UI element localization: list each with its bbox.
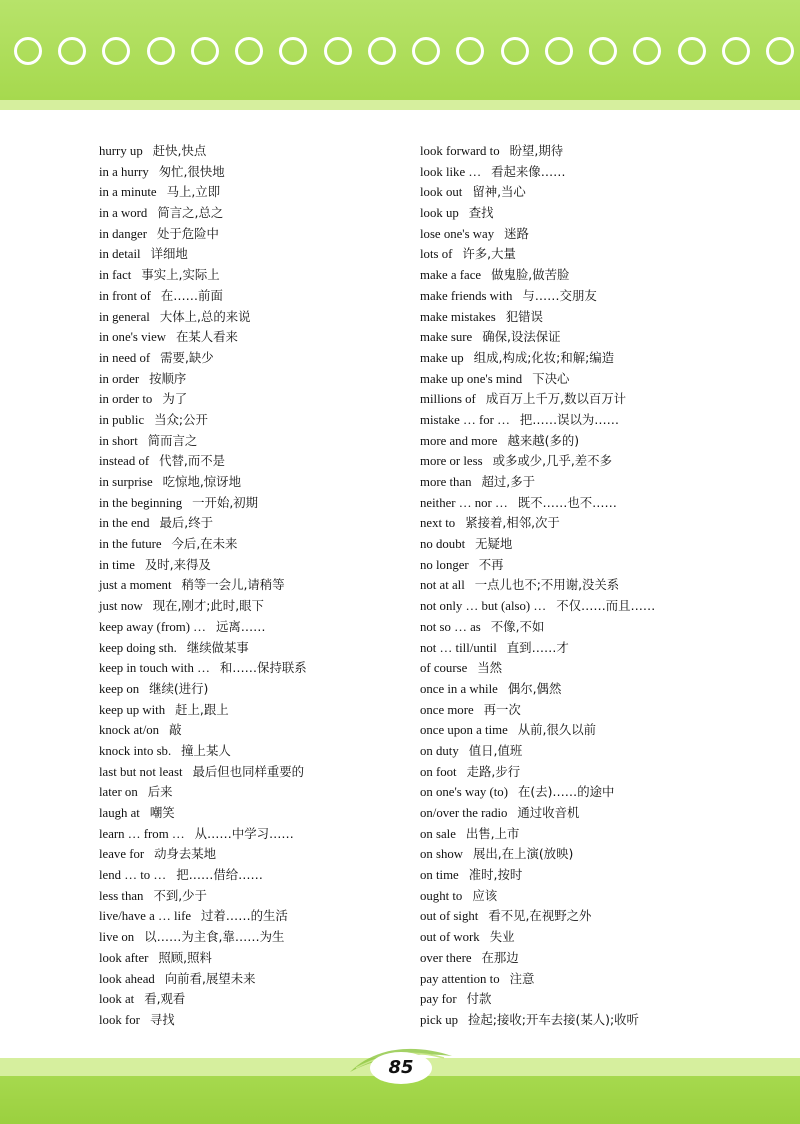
- phrase-english: live on: [99, 930, 135, 945]
- ring-icon: [147, 37, 175, 65]
- phrase-entry: [99, 141, 399, 162]
- phrase-entry: [99, 989, 399, 1010]
- phrase-english: in one's view: [99, 330, 166, 345]
- phrase-english: not at all: [420, 578, 465, 593]
- phrase-chinese: 做鬼脸,做苦脸: [491, 267, 570, 283]
- phrase-chinese: 当众;公开: [154, 411, 208, 427]
- phrase-entry: [420, 844, 770, 865]
- phrase-chinese: 事实上,实际上: [141, 267, 220, 283]
- phrase-entry: [420, 534, 770, 555]
- phrase-entry: [420, 307, 770, 328]
- phrase-chinese: 偶尔,偶然: [507, 680, 562, 696]
- phrase-chinese: 犯错误: [505, 308, 543, 324]
- phrase-chinese: 需要,缺少: [160, 349, 214, 365]
- phrase-entry: [420, 162, 770, 183]
- phrase-english: keep away (from) …: [99, 619, 206, 634]
- phrase-entry: [420, 410, 770, 431]
- phrase-entry: [99, 451, 399, 472]
- phrase-entry: [420, 286, 770, 307]
- ring-icon: [412, 37, 440, 65]
- phrase-entry: [99, 865, 399, 886]
- phrase-chinese: 远离……: [215, 618, 266, 634]
- phrase-chinese: 马上,立即: [166, 184, 221, 200]
- phrase-english: make mistakes: [420, 309, 496, 324]
- phrase-entry: [99, 700, 399, 721]
- phrase-entry: [99, 410, 399, 431]
- phrase-entry: [420, 265, 770, 286]
- phrase-entry: [420, 741, 770, 762]
- phrase-english: in general: [99, 309, 150, 324]
- phrase-english: in front of: [99, 288, 151, 303]
- phrase-entry: [99, 369, 399, 390]
- phrase-entry: [420, 348, 770, 369]
- phrase-english: no longer: [420, 557, 469, 572]
- phrase-entry: [99, 286, 399, 307]
- phrase-english: in fact: [99, 268, 132, 283]
- phrase-entry: [420, 575, 770, 596]
- phrase-english: knock into sb.: [99, 743, 172, 758]
- phrase-chinese: 代替,而不是: [159, 453, 226, 469]
- ring-icon: [14, 37, 42, 65]
- phrase-entry: [99, 555, 399, 576]
- ring-icon: [235, 37, 263, 65]
- phrase-english: in time: [99, 557, 135, 572]
- phrase-entry: [99, 513, 399, 534]
- phrase-entry: [420, 969, 770, 990]
- phrase-english: not so … as: [420, 619, 481, 634]
- phrase-english: on/over the radio: [420, 806, 508, 820]
- phrase-entry: [420, 927, 770, 948]
- phrase-entry: [420, 513, 770, 534]
- phrase-entry: [99, 886, 399, 907]
- phrase-chinese: 今后,在未来: [171, 536, 238, 552]
- phrase-entry: [99, 803, 399, 824]
- phrase-entry: [420, 555, 770, 576]
- phrase-entry: [420, 493, 770, 514]
- phrase-chinese: 在那边: [481, 949, 519, 965]
- phrase-english: just now: [99, 599, 143, 614]
- phrase-english: lend … to …: [99, 868, 167, 883]
- phrase-english: in the future: [99, 537, 162, 552]
- phrase-entry: [99, 1010, 399, 1031]
- phrase-chinese: 为了: [162, 391, 188, 407]
- phrase-english: more than: [420, 475, 472, 489]
- phrase-chinese: 值日,值班: [468, 742, 523, 758]
- phrase-english: in a minute: [99, 185, 157, 200]
- phrase-english: mistake … for …: [420, 412, 510, 427]
- phrase-english: in surprise: [99, 475, 153, 489]
- phrase-english: keep up with: [99, 702, 166, 717]
- phrase-english: not … till/until: [420, 640, 497, 655]
- phrase-chinese: 许多,大量: [462, 246, 516, 262]
- phrase-english: in a word: [99, 206, 148, 221]
- phrase-entry: [420, 1010, 770, 1031]
- phrase-chinese: 出售,上市: [465, 825, 520, 841]
- phrase-english: on duty: [420, 743, 459, 758]
- phrase-english: in danger: [99, 226, 147, 241]
- phrase-english: no doubt: [420, 537, 466, 552]
- decorative-rings: [14, 37, 794, 73]
- phrase-entry: [99, 534, 399, 555]
- phrase-english: in the beginning: [99, 495, 183, 510]
- phrase-chinese: 当然: [477, 660, 503, 676]
- phrase-english: in detail: [99, 247, 141, 262]
- phrase-entry: [99, 244, 399, 265]
- phrase-entry: [99, 927, 399, 948]
- phrase-entry: [99, 679, 399, 700]
- ring-icon: [456, 37, 484, 65]
- phrase-entry: [420, 762, 770, 783]
- phrase-chinese: 确保,设法保证: [482, 329, 561, 345]
- phrase-english: more and more: [420, 433, 498, 448]
- phrase-english: not only … but (also) …: [420, 599, 547, 614]
- phrase-english: knock at/on: [99, 723, 160, 738]
- phrase-english: look for: [99, 1012, 140, 1027]
- phrase-entry: [420, 451, 770, 472]
- phrase-chinese: 一点儿也不;不用谢,没关系: [474, 577, 620, 593]
- phrase-chinese: 不仅……而且……: [556, 598, 656, 614]
- phrase-english: on time: [420, 868, 459, 883]
- phrase-chinese: 详细地: [150, 246, 188, 262]
- phrase-chinese: 准时,按时: [468, 867, 523, 883]
- ring-icon: [324, 37, 352, 65]
- phrase-english: laugh at: [99, 806, 140, 820]
- phrase-entry: [99, 658, 399, 679]
- phrase-chinese: 在(去)……的途中: [517, 784, 615, 800]
- phrase-english: make up: [420, 350, 464, 365]
- phrase-chinese: 把……借给……: [176, 867, 263, 883]
- phrase-entry: [99, 307, 399, 328]
- phrase-chinese: 动身去某地: [154, 846, 217, 862]
- ring-icon: [545, 37, 573, 65]
- page-number: 85: [370, 1052, 432, 1084]
- ring-icon: [58, 37, 86, 65]
- phrase-entry: [420, 182, 770, 203]
- phrase-entry: [420, 824, 770, 845]
- phrase-chinese: 既不……也不……: [517, 494, 617, 510]
- phrase-english: on one's way (to): [420, 785, 508, 800]
- phrase-entry: [99, 265, 399, 286]
- phrase-chinese: 最后,终于: [159, 515, 213, 531]
- phrase-english: over there: [420, 950, 472, 965]
- phrase-chinese: 处于危险中: [156, 225, 219, 241]
- phrase-english: of course: [420, 661, 468, 676]
- ring-icon: [678, 37, 706, 65]
- phrase-entry: [99, 720, 399, 741]
- phrase-chinese: 迷路: [504, 225, 529, 241]
- phrase-chinese: 看起来像……: [491, 163, 566, 179]
- phrase-entry: [420, 865, 770, 886]
- phrase-chinese: 与……交朋友: [522, 287, 597, 303]
- phrase-entry: [99, 389, 399, 410]
- phrase-english: keep in touch with …: [99, 661, 210, 676]
- phrase-english: once more: [420, 702, 474, 717]
- phrase-chinese: 一开始,初期: [192, 494, 259, 510]
- phrase-entry: [420, 596, 770, 617]
- phrase-english: in order to: [99, 392, 153, 407]
- phrase-entry: [99, 948, 399, 969]
- ring-icon: [279, 37, 307, 65]
- phrase-entry: [420, 782, 770, 803]
- phrase-english: out of sight: [420, 909, 479, 924]
- phrase-entry: [420, 369, 770, 390]
- phrase-chinese: 再一次: [483, 701, 521, 717]
- phrase-chinese: 继续做某事: [186, 639, 249, 655]
- phrase-english: keep doing sth.: [99, 640, 177, 655]
- phrase-english: look out: [420, 185, 463, 200]
- phrase-entry: [420, 948, 770, 969]
- phrase-entry: [420, 638, 770, 659]
- phrase-entry: [420, 141, 770, 162]
- phrase-chinese: 过着……的生活: [201, 908, 288, 924]
- phrase-chinese: 成百万上千万,数以百万计: [485, 391, 627, 407]
- phrase-chinese: 嘲笑: [149, 805, 175, 820]
- phrase-english: in need of: [99, 350, 151, 365]
- phrase-chinese: 吃惊地,惊讶地: [162, 474, 241, 489]
- phrase-english: look after: [99, 950, 149, 965]
- phrase-entry: [99, 472, 399, 493]
- phrase-chinese: 赶上,跟上: [175, 701, 229, 717]
- phrase-chinese: 不到,少于: [153, 887, 207, 903]
- phrase-chinese: 匆忙,很快地: [158, 163, 225, 179]
- phrase-english: once upon a time: [420, 723, 508, 738]
- phrase-english: make a face: [420, 268, 482, 283]
- phrase-chinese: 以……为主食,靠……为生: [144, 929, 285, 945]
- phrase-chinese: 稍等一会儿,请稍等: [181, 577, 285, 593]
- phrase-english: ought to: [420, 888, 463, 903]
- phrase-entry: [99, 493, 399, 514]
- phrase-chinese: 从前,很久以前: [517, 722, 597, 738]
- phrase-entry: [99, 906, 399, 927]
- phrase-english: pick up: [420, 1012, 459, 1027]
- phrase-entry: [99, 638, 399, 659]
- phrase-chinese: 留神,当心: [472, 184, 526, 200]
- phrase-chinese: 无疑地: [475, 536, 513, 552]
- phrase-chinese: 注意: [509, 970, 535, 986]
- phrase-chinese: 不再: [478, 556, 504, 572]
- phrase-chinese: 向前看,展望未来: [164, 970, 256, 986]
- phrase-english: look forward to: [420, 144, 500, 158]
- phrase-entry: [99, 203, 399, 224]
- header-band: [0, 0, 800, 100]
- phrase-chinese: 看,观看: [144, 991, 186, 1007]
- phrase-chinese: 赶快,快点: [152, 143, 207, 158]
- phrase-chinese: 按顺序: [149, 370, 187, 386]
- phrase-chinese: 继续(进行): [149, 680, 209, 696]
- ring-icon: [368, 37, 396, 65]
- header-strip: [0, 100, 800, 110]
- phrase-chinese: 应该: [472, 887, 498, 903]
- phrase-chinese: 在某人看来: [176, 329, 238, 345]
- phrase-chinese: 简而言之: [147, 432, 198, 448]
- phrase-english: less than: [99, 888, 144, 903]
- phrase-entry: [99, 224, 399, 245]
- phrase-chinese: 撞上某人: [181, 742, 231, 758]
- phrase-entry: [99, 431, 399, 452]
- phrase-english: make friends with: [420, 288, 513, 303]
- phrase-entry: [420, 803, 770, 824]
- phrase-english: learn … from …: [99, 826, 185, 841]
- phrase-english: in a hurry: [99, 164, 149, 179]
- phrase-chinese: 照顾,照料: [158, 949, 212, 965]
- ring-icon: [633, 37, 661, 65]
- phrase-english: keep on: [99, 681, 140, 696]
- phrase-english: in order: [99, 371, 140, 386]
- phrase-chinese: 超过,多于: [481, 474, 536, 489]
- phrase-english: look like …: [420, 164, 482, 179]
- phrase-entry: [420, 327, 770, 348]
- phrase-chinese: 简言之,总之: [157, 205, 224, 221]
- phrase-english: once in a while: [420, 681, 498, 696]
- phrase-entry: [420, 679, 770, 700]
- phrase-english: more or less: [420, 454, 483, 469]
- phrase-english: look up: [420, 206, 459, 221]
- phrase-chinese: 或多或少,几乎,差不多: [492, 453, 612, 469]
- phrase-entry: [420, 244, 770, 265]
- phrase-english: in the end: [99, 516, 150, 531]
- phrase-entry: [420, 389, 770, 410]
- phrase-chinese: 寻找: [149, 1011, 175, 1027]
- phrase-entry: [420, 700, 770, 721]
- phrase-english: out of work: [420, 930, 480, 945]
- phrase-chinese: 不像,不如: [490, 618, 545, 634]
- phrase-english: look at: [99, 992, 135, 1007]
- phrase-english: in short: [99, 433, 138, 448]
- phrase-entry: [99, 969, 399, 990]
- phrase-list-right: [420, 141, 770, 1031]
- phrase-english: in public: [99, 412, 145, 427]
- phrase-list-left: [99, 141, 399, 1031]
- phrase-chinese: 和……保持联系: [219, 660, 307, 676]
- phrase-entry: [99, 348, 399, 369]
- phrase-chinese: 通过收音机: [517, 805, 580, 820]
- phrase-english: instead of: [99, 454, 150, 469]
- phrase-chinese: 越来越(多的): [507, 432, 580, 448]
- phrase-entry: [420, 720, 770, 741]
- phrase-chinese: 付款: [466, 991, 492, 1007]
- phrase-english: millions of: [420, 392, 476, 407]
- phrase-entry: [99, 762, 399, 783]
- phrase-chinese: 把……误以为……: [519, 411, 620, 427]
- phrase-chinese: 从……中学习……: [194, 825, 294, 841]
- phrase-entry: [99, 162, 399, 183]
- phrase-chinese: 在……前面: [160, 287, 223, 303]
- phrase-english: pay for: [420, 992, 457, 1007]
- phrase-english: pay attention to: [420, 971, 500, 986]
- phrase-english: just a moment: [99, 578, 172, 593]
- phrase-entry: [420, 886, 770, 907]
- phrase-chinese: 看不见,在视野之外: [488, 908, 592, 924]
- phrase-english: last but not least: [99, 764, 183, 779]
- phrase-chinese: 失业: [489, 929, 515, 945]
- phrase-english: live/have a … life: [99, 909, 192, 924]
- phrase-english: make up one's mind: [420, 371, 523, 386]
- phrase-entry: [99, 182, 399, 203]
- phrase-entry: [99, 617, 399, 638]
- phrase-entry: [99, 575, 399, 596]
- phrase-chinese: 后来: [147, 784, 173, 800]
- phrase-entry: [99, 782, 399, 803]
- phrase-entry: [420, 431, 770, 452]
- phrase-chinese: 下决心: [532, 370, 570, 386]
- phrase-english: make sure: [420, 330, 473, 345]
- phrase-english: later on: [99, 785, 138, 800]
- phrase-entry: [99, 596, 399, 617]
- phrase-english: lose one's way: [420, 226, 495, 241]
- phrase-english: look ahead: [99, 971, 155, 986]
- phrase-english: on show: [420, 847, 464, 862]
- phrase-english: next to: [420, 516, 456, 531]
- phrase-entry: [420, 989, 770, 1010]
- phrase-entry: [420, 224, 770, 245]
- phrase-chinese: 最后但也同样重要的: [192, 763, 305, 779]
- phrase-entry: [99, 824, 399, 845]
- ring-icon: [102, 37, 130, 65]
- phrase-english: hurry up: [99, 144, 143, 158]
- phrase-entry: [420, 617, 770, 638]
- phrase-chinese: 现在,刚才;此时,眼下: [152, 598, 264, 614]
- phrase-english: on foot: [420, 764, 457, 779]
- phrase-entry: [99, 741, 399, 762]
- phrase-chinese: 查找: [468, 205, 494, 221]
- ring-icon: [501, 37, 529, 65]
- phrase-english: lots of: [420, 247, 453, 262]
- ring-icon: [191, 37, 219, 65]
- phrase-chinese: 盼望,期待: [509, 143, 564, 158]
- ring-icon: [722, 37, 750, 65]
- phrase-entry: [99, 327, 399, 348]
- phrase-chinese: 大体上,总的来说: [159, 308, 251, 324]
- phrase-english: neither … nor …: [420, 495, 508, 510]
- phrase-english: on sale: [420, 826, 456, 841]
- phrase-entry: [420, 658, 770, 679]
- phrase-entry: [99, 844, 399, 865]
- phrase-chinese: 捡起;接收;开车去接(某人);收听: [468, 1011, 639, 1027]
- phrase-chinese: 敲: [169, 722, 182, 738]
- phrase-chinese: 及时,来得及: [144, 556, 211, 572]
- phrase-chinese: 紧接着,相邻,次于: [465, 515, 560, 531]
- ring-icon: [589, 37, 617, 65]
- phrase-english: leave for: [99, 847, 145, 862]
- ring-icon: [766, 37, 794, 65]
- phrase-chinese: 直到……才: [506, 639, 569, 655]
- phrase-entry: [420, 472, 770, 493]
- phrase-entry: [420, 203, 770, 224]
- phrase-entry: [420, 906, 770, 927]
- phrase-chinese: 展出,在上演(放映): [473, 846, 574, 862]
- phrase-chinese: 组成,构成;化妆;和解;编造: [473, 349, 615, 365]
- phrase-chinese: 走路,步行: [466, 763, 521, 779]
